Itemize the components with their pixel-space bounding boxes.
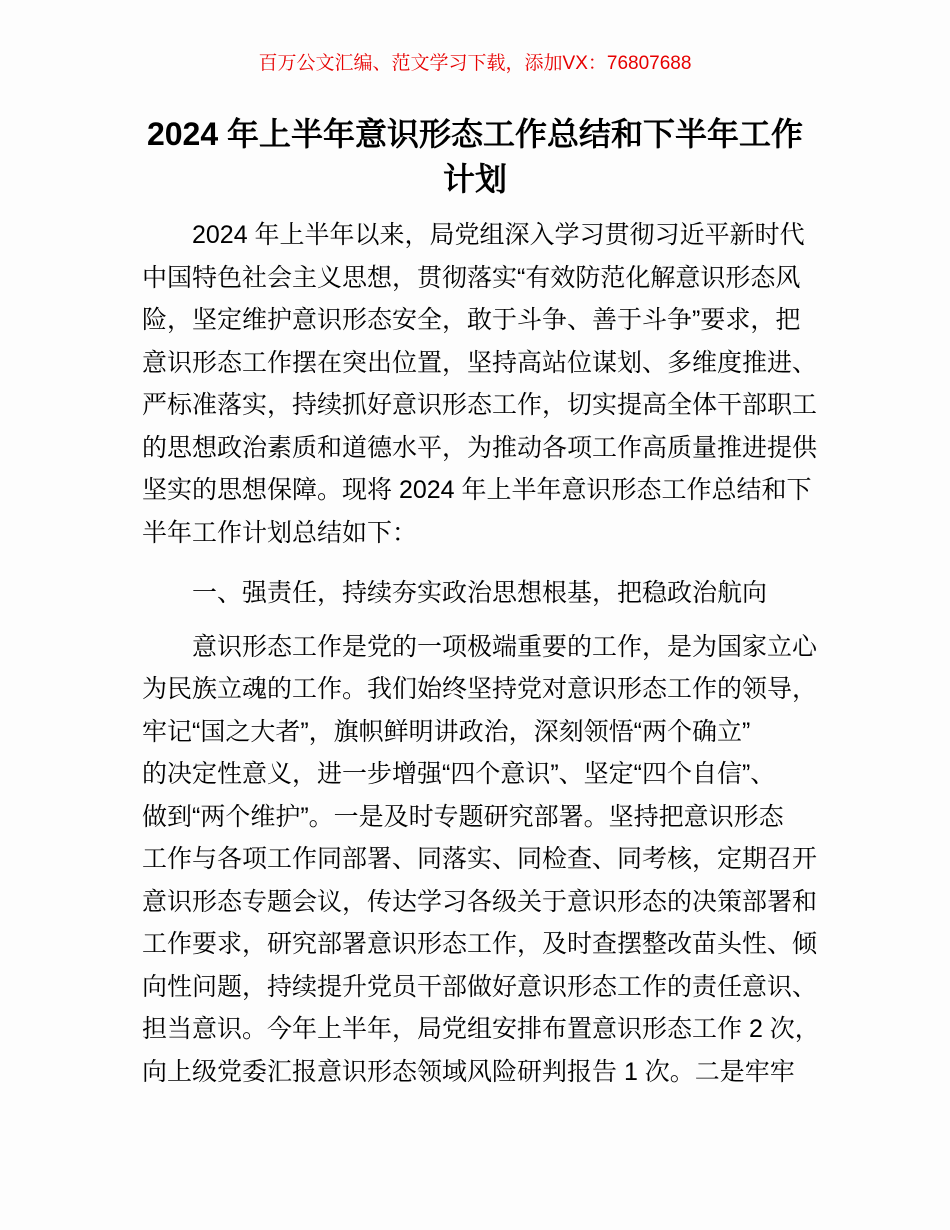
text-line: 向上级党委汇报意识形态领域风险研判报告 1 次。二是牢牢 <box>142 1057 795 1086</box>
paragraph-intro <box>142 214 820 554</box>
text-line: 担当意识。今年上半年，局党组安排布置意识形态工作 2 次， <box>142 1015 820 1043</box>
document-body <box>142 214 820 1093</box>
text-line: 意识形态专题会议，传达学习各级关于意识形态的决策部署和 <box>142 887 818 916</box>
text-line: 做到“两个维护”。一是及时专题研究部署。坚持把意识形态 <box>142 802 784 831</box>
text-line: 坚实的思想保障。现将 2024 年上半年意识形态工作总结和下 <box>142 476 812 504</box>
text-line: 牢记“国之大者”，旗帜鲜明讲政治，深刻领悟“两个确立” <box>142 717 751 746</box>
text-line: 向性问题，持续提升党员干部做好意识形态工作的责任意识、 <box>142 972 818 1001</box>
title-line: 计划 <box>442 161 507 197</box>
text-line: 2024 年上半年以来，局党组深入学习贯彻习近平新时代 <box>192 221 805 249</box>
paragraph-section-1 <box>142 626 820 1094</box>
text-line: 险，坚定维护意识形态安全，敢于斗争、善于斗争”要求，把 <box>142 306 801 334</box>
text-line: 中国特色社会主义思想，贯彻落实“有效防范化解意识形态风 <box>142 263 801 292</box>
text-line: 半年工作计划总结如下： <box>142 518 418 547</box>
text-line: 工作要求，研究部署意识形态工作，及时查摆整改苗头性、倾 <box>142 930 818 958</box>
text-line: 意识形态工作是党的一项极端重要的工作，是为国家立心 <box>192 632 818 661</box>
text-line: 意识形态工作摆在突出位置，坚持高站位谋划、多维度推进、 <box>142 348 818 377</box>
text-line: 为民族立魂的工作。我们始终坚持党对意识形态工作的领导， <box>142 675 818 703</box>
text-line: 工作与各项工作同部署、同落实、同检查、同考核，定期召开 <box>142 845 818 873</box>
section-heading-1: 一、强责任，持续夯实政治思想根基，把稳政治航向 <box>192 579 768 607</box>
promo-notice-text: 百万公文汇编、范文学习下载，添加VX：76807688 <box>258 53 692 74</box>
title-line: 2024 年上半年意识形态工作总结和下半年工作 <box>146 116 804 152</box>
text-line: 的思想政治素质和道德水平，为推动各项工作高质量推进提供 <box>142 433 818 462</box>
text-line: 的决定性意义，进一步增强“四个意识”、坚定“四个自信”、 <box>142 760 776 788</box>
text-line: 严标准落实，持续抓好意识形态工作，切实提高全体干部职工 <box>142 391 818 419</box>
document-title <box>0 112 950 202</box>
